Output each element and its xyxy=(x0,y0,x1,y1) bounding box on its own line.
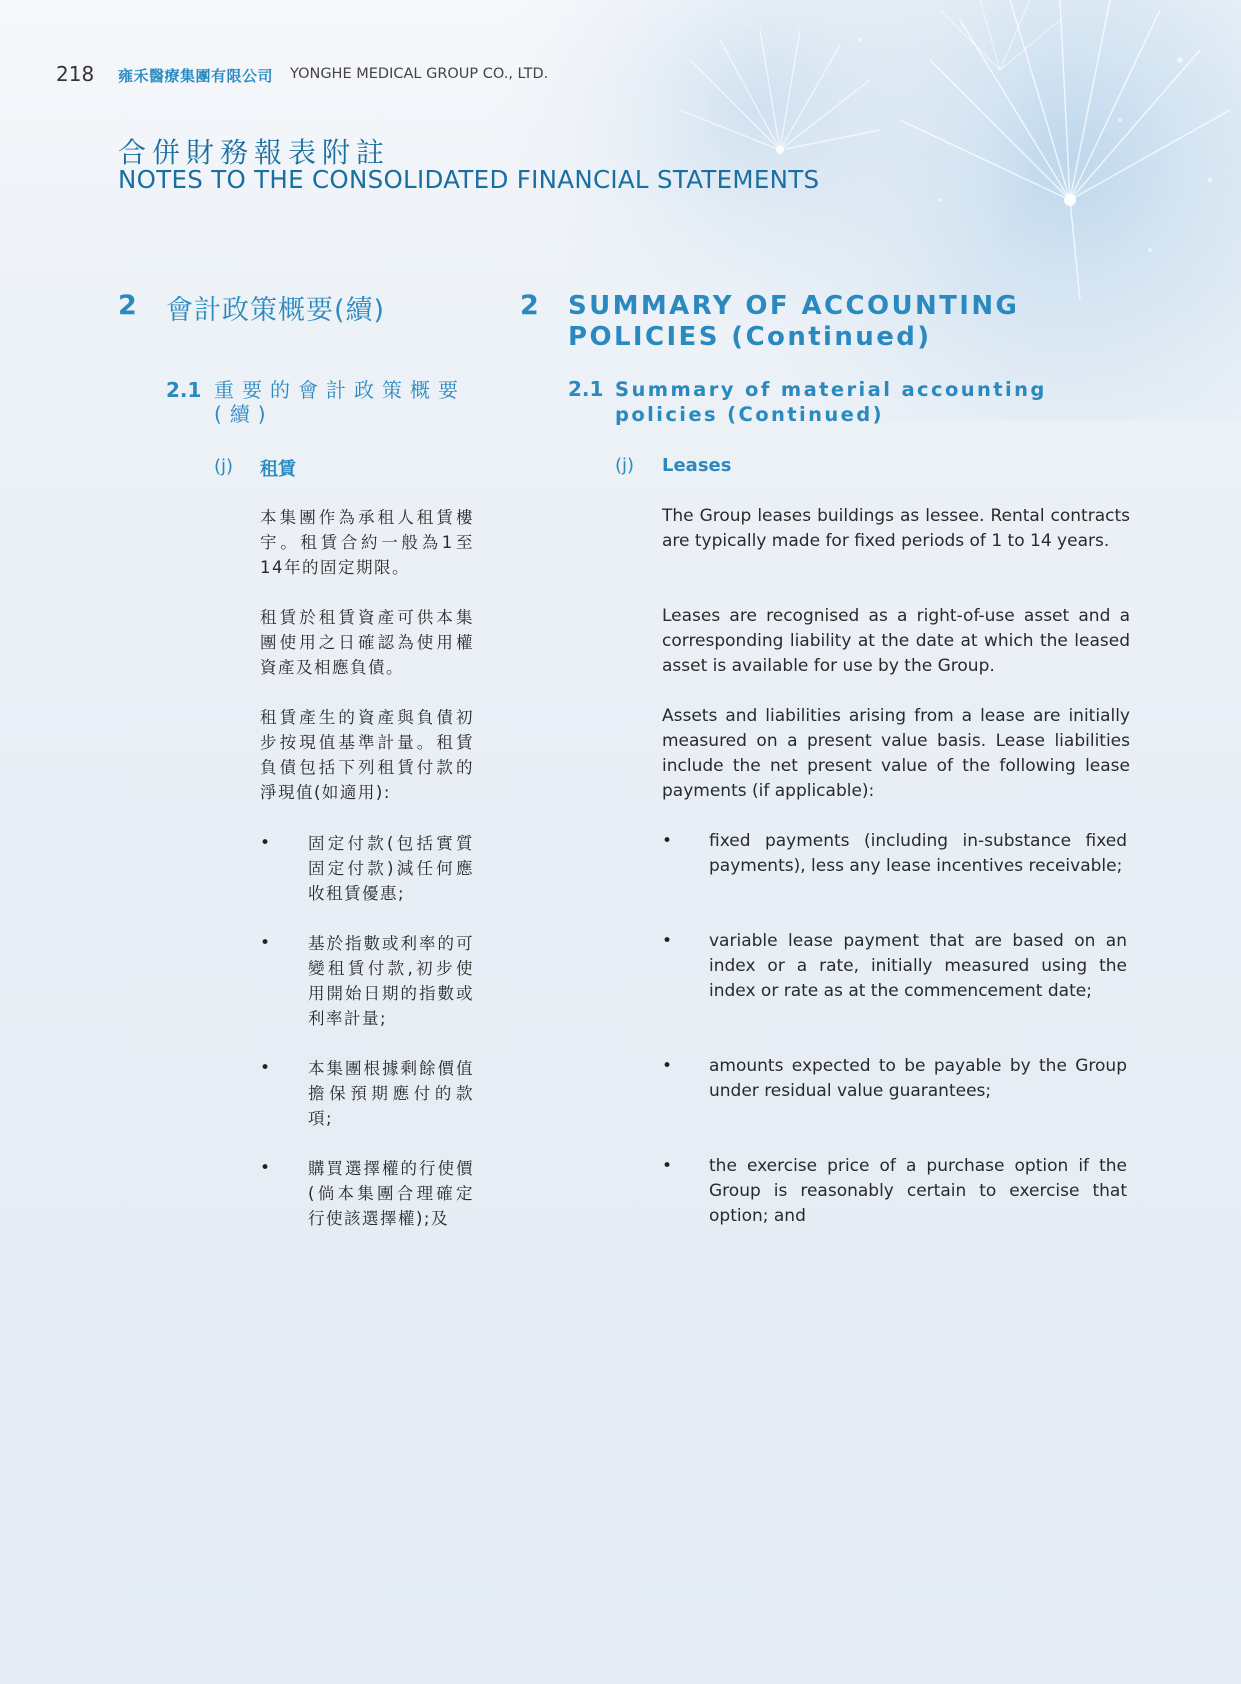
section-number-zh: 2 xyxy=(118,290,137,321)
zh-bullet-3: 本集團根據剩餘價值擔保預期應付的款項; xyxy=(308,1059,474,1128)
zh-bullet-2: 基於指數或利率的可變租賃付款,初步使用開始日期的指數或利率計量; xyxy=(308,934,474,1028)
page-title-en: NOTES TO THE CONSOLIDATED FINANCIAL STATEMENTS xyxy=(118,165,820,194)
subsection-number-en: 2.1 xyxy=(568,377,604,401)
zh-bullet-4: 購買選擇權的行使價(倘本集團合理確定行使該選擇權);及 xyxy=(308,1159,474,1228)
section-title-zh: 會計政策概要(續) xyxy=(166,295,386,326)
bullet-marker: • xyxy=(662,1056,673,1076)
en-bullet-2: variable lease payment that are based on an index or a rate, initially measured using the index or rate as at the commencement date; xyxy=(709,931,1127,1001)
en-paragraph-2: Leases are recognised as a right-of-use asset and a corresponding liability at the date at which the leased asset is available for use by the Group. xyxy=(662,606,1130,676)
item-title-en: Leases xyxy=(662,455,732,476)
bullet-marker: • xyxy=(260,933,271,953)
bullet-marker: • xyxy=(662,831,673,851)
zh-paragraph-1: 本集團作為承租人租賃樓宇。租賃合約一般為1至14年的固定期限。 xyxy=(260,508,474,577)
subsection-number-zh: 2.1 xyxy=(166,378,202,402)
page-title-zh: 合併財務報表附註 xyxy=(118,136,391,169)
bullet-marker: • xyxy=(260,1158,271,1178)
zh-paragraph-3: 租賃產生的資產與負債初步按現值基準計量。租賃負債包括下列租賃付款的淨現值(如適用): xyxy=(260,708,474,802)
bullet-marker: • xyxy=(662,931,673,951)
en-paragraph-3: Assets and liabilities arising from a lease are initially measured on a present value basis. Lease liabilities include the net present value of the following lease payments (if applicable): xyxy=(662,706,1130,801)
zh-bullet-1: 固定付款(包括實質固定付款)減任何應收租賃優惠; xyxy=(308,834,474,903)
section-number-en: 2 xyxy=(520,290,539,321)
en-bullet-1: fixed payments (including in-substance fixed payments), less any lease incentives receivable; xyxy=(709,831,1127,876)
en-bullet-3: amounts expected to be payable by the Group under residual value guarantees; xyxy=(709,1056,1127,1101)
en-bullet-4: the exercise price of a purchase option if the Group is reasonably certain to exercise that option; and xyxy=(709,1156,1127,1226)
subsection-title-en: Summary of material accounting policies (Continued) xyxy=(615,378,1047,426)
page-number: 218 xyxy=(56,62,95,86)
company-name-en: YONGHE MEDICAL GROUP CO., LTD. xyxy=(290,66,549,82)
bullet-marker: • xyxy=(662,1156,673,1176)
item-label-en: (j) xyxy=(615,455,635,476)
en-paragraph-1: The Group leases buildings as lessee. Rental contracts are typically made for fixed periods of 1 to 14 years. xyxy=(662,506,1130,551)
bullet-marker: • xyxy=(260,833,271,853)
section-title-en: SUMMARY OF ACCOUNTING POLICIES (Continued) xyxy=(568,291,1020,352)
item-label-zh: (j) xyxy=(214,456,234,477)
zh-paragraph-2: 租賃於租賃資產可供本集團使用之日確認為使用權資產及相應負債。 xyxy=(260,608,474,677)
subsection-title-zh: 重要的會計政策概要(續) xyxy=(214,378,466,426)
item-title-zh: 租賃 xyxy=(260,459,296,480)
bullet-marker: • xyxy=(260,1058,271,1078)
company-name-zh: 雍禾醫療集團有限公司 xyxy=(118,67,274,85)
